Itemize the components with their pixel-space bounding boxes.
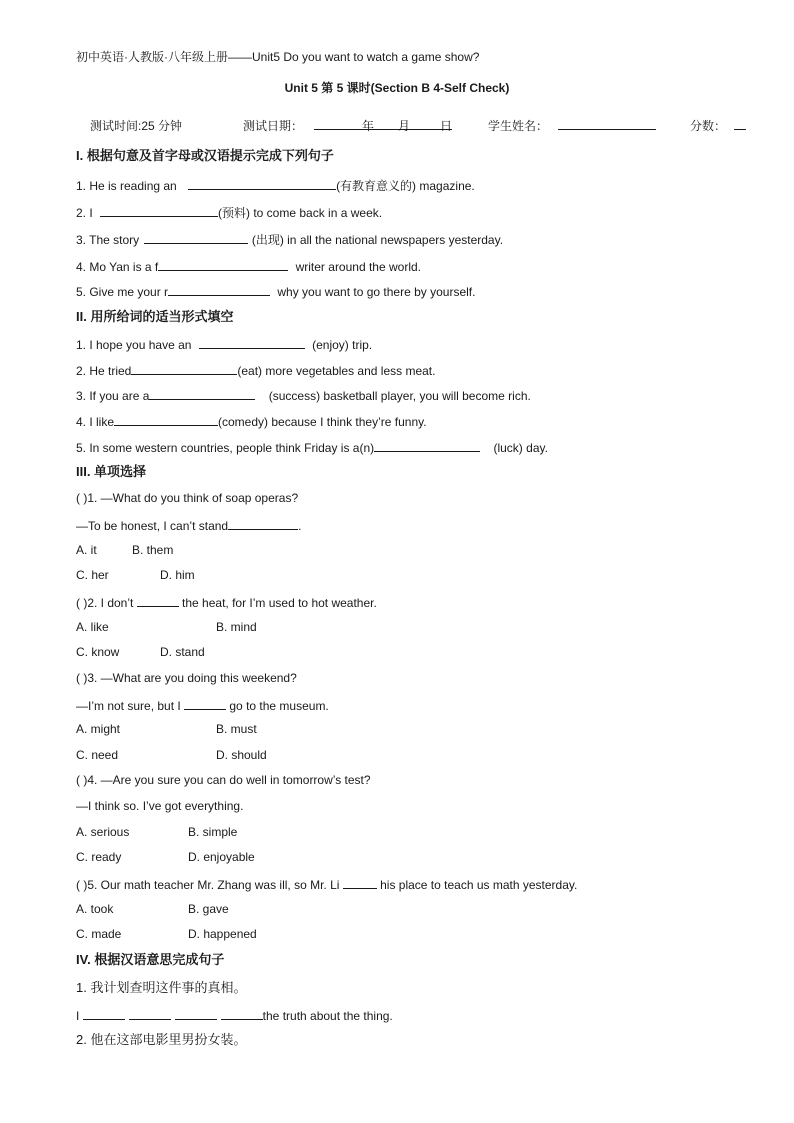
q4-options-ab <box>76 825 237 839</box>
answer-blank[interactable] <box>144 231 248 244</box>
s1-item-3: 3. The story (出现) in all the national newspapers yesterday. <box>76 233 504 247</box>
q1-options-ab <box>76 543 173 557</box>
q2-option-c[interactable]: C. know <box>76 645 120 659</box>
q3-dialogue: —I’m not sure, but I go to the museum. <box>76 699 329 713</box>
q5-options-cd <box>76 927 257 941</box>
test-date-field[interactable] <box>314 117 452 133</box>
answer-blank[interactable] <box>114 413 218 426</box>
s4-item-1-en: I the truth about the thing. <box>76 1009 393 1023</box>
q2-option-b[interactable]: B. mind <box>216 620 257 634</box>
q5-option-c[interactable]: C. made <box>76 927 122 941</box>
q3-option-c[interactable]: C. need <box>76 748 119 762</box>
q5-option-a[interactable]: A. took <box>76 902 114 916</box>
answer-blank[interactable] <box>168 283 270 296</box>
date-year: 年 <box>362 119 375 133</box>
date-day: 日 <box>440 119 453 133</box>
course-title: 初中英语·人教版·八年级上册——Unit5 Do you want to watch a game show? <box>76 50 480 64</box>
date-month: 月 <box>398 119 411 133</box>
section-4-title: IV. 根据汉语意思完成句子 <box>76 952 225 967</box>
q3-question: ( )3. —What are you doing this weekend? <box>76 671 297 685</box>
s1-item-1: 1. He is reading an (有教育意义的) magazine. <box>76 179 475 193</box>
s4-item-1-cn: 1. 我计划查明这件事的真相。 <box>76 980 247 995</box>
s1-item-5: 5. Give me your r why you want to go there by yourself. <box>76 285 476 299</box>
q1-option-c[interactable]: C. her <box>76 568 109 582</box>
answer-blank[interactable] <box>158 258 288 271</box>
q3-option-d[interactable]: D. should <box>216 748 267 762</box>
q5-options-ab <box>76 902 229 916</box>
answer-blank[interactable] <box>184 697 226 710</box>
test-time: 测试时间:25 分钟 <box>90 119 183 133</box>
answer-blank[interactable] <box>188 177 336 190</box>
s2-item-2: 2. He tried (eat) more vegetables and less meat. <box>76 364 436 378</box>
q2-option-a[interactable]: A. like <box>76 620 109 634</box>
section-1-title: I. 根据句意及首字母或汉语提示完成下列句子 <box>76 148 334 163</box>
q4-question: ( )4. —Are you sure you can do well in tomorrow’s test? <box>76 773 371 787</box>
q1-option-d[interactable]: D. him <box>160 568 195 582</box>
s1-item-4: 4. Mo Yan is a f writer around the world. <box>76 260 421 274</box>
answer-blank[interactable] <box>228 517 298 530</box>
score-label: 分数： <box>690 119 727 133</box>
s2-item-1: 1. I hope you have an (enjoy) trip. <box>76 338 373 352</box>
q3-options-ab <box>76 722 257 736</box>
q4-option-a[interactable]: A. serious <box>76 825 130 839</box>
q4-options-cd <box>76 850 255 864</box>
q2-question: ( )2. I don’t the heat, for I’m used to hot weather. <box>76 596 377 610</box>
s2-item-3: 3. If you are a (success) basketball player, you will become rich. <box>76 389 531 403</box>
q4-option-c[interactable]: C. ready <box>76 850 122 864</box>
q5-option-d[interactable]: D. happened <box>188 927 257 941</box>
q4-option-b[interactable]: B. simple <box>188 825 238 839</box>
student-name-field[interactable] <box>558 117 656 133</box>
test-date-label: 测试日期： <box>243 119 304 133</box>
answer-blank[interactable] <box>137 594 179 607</box>
section-3-title: III. 单项选择 <box>76 464 147 479</box>
q2-option-d[interactable]: D. stand <box>160 645 205 659</box>
q5-question: ( )5. Our math teacher Mr. Zhang was ill, so Mr. Li his place to teach us math yesterday. <box>76 878 578 892</box>
answer-blank[interactable] <box>149 387 255 400</box>
q1-option-a[interactable]: A. it <box>76 543 97 557</box>
q2-options-cd <box>76 645 205 659</box>
section-2-title: II. 用所给词的适当形式填空 <box>76 309 234 324</box>
q1-option-b[interactable]: B. them <box>132 543 174 557</box>
q4-dialogue: —I think so. I’ve got everything. <box>76 799 244 813</box>
s1-item-2: 2. I (预料) to come back in a week. <box>76 206 383 220</box>
s2-item-4: 4. I like (comedy) because I think they’re funny. <box>76 415 427 429</box>
s4-item-2-cn: 2. 他在这部电影里男扮女装。 <box>76 1032 247 1047</box>
answer-blank[interactable] <box>100 204 218 217</box>
q3-option-a[interactable]: A. might <box>76 722 121 736</box>
q1-options-cd <box>76 568 195 582</box>
answer-blank[interactable] <box>199 336 305 349</box>
q1-question: ( )1. —What do you think of soap operas? <box>76 491 299 505</box>
q2-options-ab <box>76 620 257 634</box>
answer-blank[interactable] <box>129 1007 171 1020</box>
answer-blank[interactable] <box>131 362 237 375</box>
lesson-title: Unit 5 第 5 课时(Section B 4-Self Check) <box>284 81 510 95</box>
answer-blank[interactable] <box>221 1007 263 1020</box>
answer-blank[interactable] <box>83 1007 125 1020</box>
student-name-label: 学生姓名： <box>488 119 549 133</box>
answer-blank[interactable] <box>343 876 377 889</box>
answer-blank[interactable] <box>175 1007 217 1020</box>
score-field[interactable] <box>734 117 746 133</box>
q3-option-b[interactable]: B. must <box>216 722 257 736</box>
q5-option-b[interactable]: B. gave <box>188 902 229 916</box>
q3-options-cd <box>76 748 267 762</box>
answer-blank[interactable] <box>374 439 480 452</box>
q1-dialogue: —To be honest, I can’t stand . <box>76 519 302 533</box>
s2-item-5: 5. In some western countries, people think Friday is a(n) (luck) day. <box>76 441 548 455</box>
q4-option-d[interactable]: D. enjoyable <box>188 850 255 864</box>
